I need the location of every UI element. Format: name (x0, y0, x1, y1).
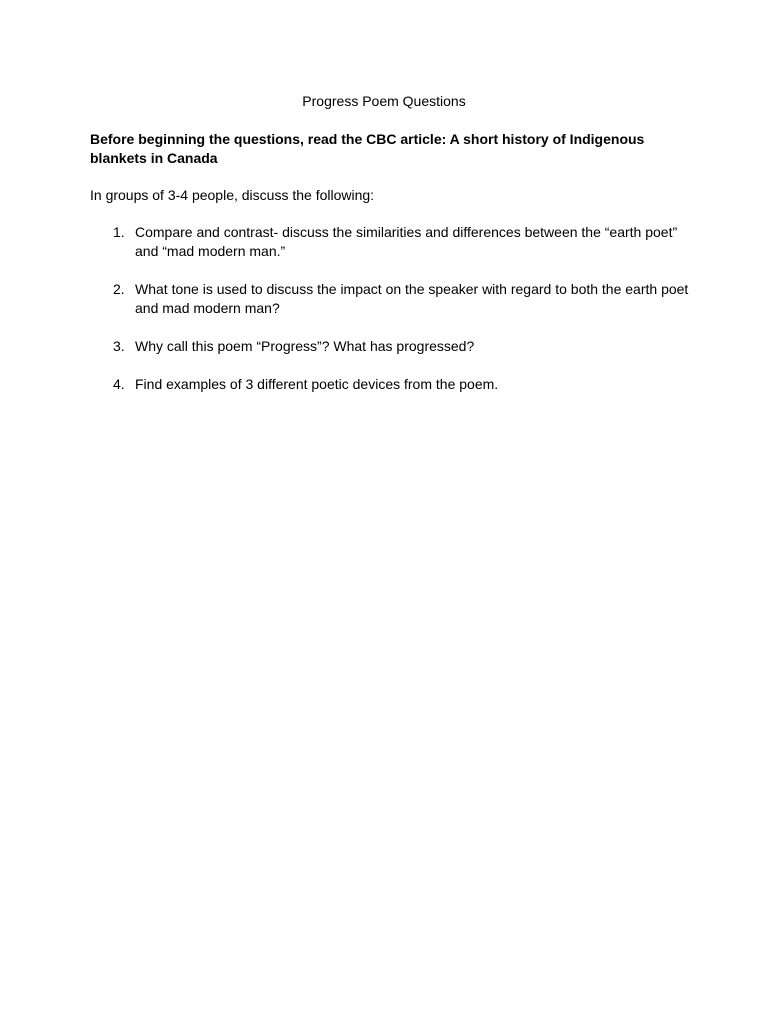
question-text: Find examples of 3 different poetic devices from the poem. (135, 376, 499, 392)
question-list (90, 223, 690, 413)
question-item-3 (90, 337, 690, 356)
discussion-intro: In groups of 3-4 people, discuss the following: (90, 187, 375, 203)
question-text: What tone is used to discuss the impact on the speaker with regard to both the earth poet and mad modern man? (135, 281, 689, 316)
question-number: 3. (113, 338, 125, 354)
question-text: Why call this poem “Progress”? What has progressed? (135, 338, 475, 354)
document-title: Progress Poem Questions (302, 93, 466, 109)
reading-instruction: Before beginning the questions, read the CBC article: A short history of Indigenous blankets in Canada (90, 131, 645, 166)
question-number: 1. (113, 224, 125, 240)
question-number: 4. (113, 376, 125, 392)
question-item-2 (90, 280, 690, 318)
question-item-1 (90, 223, 690, 261)
question-text: Compare and contrast- discuss the similarities and differences between the “earth poet” and “mad modern man.” (135, 224, 678, 259)
question-number: 2. (113, 281, 125, 297)
question-item-4 (90, 375, 690, 394)
